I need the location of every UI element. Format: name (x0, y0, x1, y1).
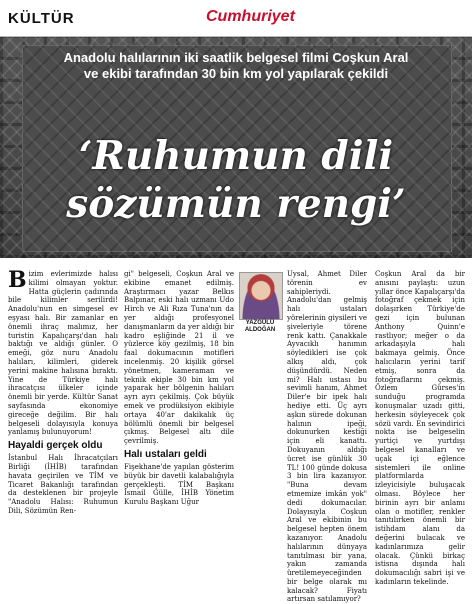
paragraph-text: izim evlerimizde halısı kilimi olmayan yoktur. Hatta güçlerin çadırında bile kilimler serilirdi! Anadolu'nun en simgesel ev eşyası halı. Bir zamanlar en önemli ihraç malımız, her turistin Kapalıçarşı'dan halı baktığı ve aldığı günler. O emeği, göz nuru Anadolu halıları, kilimleri, giderek yerini makine halısına bıraktı. Yine de Türkiye halı ihracatçısı ülkeler içinde önemli bir yerde. Kültür Sanat sayfasında ekonomiye gireceğe değilim. Bir halı belgeseli dolayısıyla konuya yanlamış bulunuyorum! (8, 270, 118, 437)
paragraph: Fişekhane'de yapılan gösterim büyük bir davetli kalabalığıyla gerçekleşti. TİM Başkanı İsmail Gülle, İHİB Yönetim Kurulu Başkanı Uğur (124, 462, 234, 507)
paragraph (8, 267, 118, 437)
headline-line-1: ‘Ruhumun dili (78, 133, 394, 179)
author-photo (239, 272, 283, 320)
article-column-3 (287, 270, 367, 604)
author-first-name: YAZGÜLÜ (245, 320, 275, 326)
paragraph: gi" belgeseli, Coşkun Aral ve ekibine emanet edilmiş. Araştırmacı yazar Belkıs Balpınar, eski halı uzmanı Udo Hirch ve Ali Rıza Tuna'nın da yer aldığı profesyonel danışmanların da yer aldığı bir kadro eşliğinde 21 il ve yüzlerce köy gezilmiş, 18 bin faal dokumacının motifleri incelenmiş. 20 kişilik görsel yönetmen, kameraman ve teknik ekiple 30 bin km yol yaparak her bölgenin halıları ayrı ayrı çekilmiş. Çok büyük emek ve prodüksiyon ekibiyle ortaya 40'ar dakikalık üç bölümlü önemli bir belgesel çıkmış. Belgesel altı dile çevrilmiş. (124, 270, 234, 446)
drop-cap: B (8, 267, 27, 293)
article-column-4 (375, 270, 465, 586)
subhead-line-2: ve ekibi tarafından 30 bin km yol yapılarak çekildi (83, 66, 389, 81)
subheading: Halı ustaları geldi (124, 448, 207, 460)
paragraph: Coşkun Aral da bir anısını paylaştı: uzun yıllar önce Kapalıçarşı'da fotoğraf çekmek için dolaşırken Türkiye'de gezi için bulunan Anthony Quinn'e rastlıyor; meğer o da arkadaşıyla halı bakmaya gelmiş. Önce halıcıların yerini tarif etmiş, sonra da fotoğraflarını çekmiş. Özlem Gürses'in sunduğu programda konuşmalar uzadı gitti, herkesin söyleyecek çok sözü vardı. En sevindirici nokta ise belgeselin yurtiçi ve yurtdışı belgesel kanalları ve uçak içi eğlence sistemleri ile online platformlarda izleyicisiyle buluşacak olması. Böylece her birinin ayrı bir anlamı olan o motifler, renkler tanıtılırken önemli bir istihdam alanı da değerini bulacak ve kadınlarımıza gelir olacak. Çünkü birkaç istisna dışında halı dokumacılığı sabri işi ve kadınların tekelinde. (375, 270, 465, 586)
page-header (0, 0, 472, 37)
paragraph: Uysal, Ahmet Diler törenin ev sahipleriydi. Anadolu'dan gelmiş halı ustaları yörelerinin giysileri ve şiveleriyle törene renk kattı. Çanakkale Ayvacıklı hanımın söyledikleri ise çok alkış aldı, çok düşündürdü. Neden mi? Halı ustası bu sevimli hanım, Ahmet Diler'e bir ipek halı hediye etti. Üç ayrı aşkın sürede dokunan halının ipeği, dokunurken kestiği için eli kanattı. Dokuyanın aldığı ücret ise günlük 30 TL! 100 günde dokusa 3 bin lira kazanıyor. "Buna devam etmemize imkân yok" dedi dokumacılar. Dolayısıyla Coşkun Aral ve ekibinin bu belgesel hepten önem kazanıyor. Anadolu halılarının dünyaya tanıtılması bir yana, yakın zamanda üretilemeyeceğinden bir belge olarak mı kalacak? Fiyatı artırsan satılamıyor? (287, 270, 367, 604)
author-last-name: ALDOĞAN (244, 327, 276, 333)
subheading: Hayaldi gerçek oldu (8, 440, 103, 452)
article-column-2 (124, 270, 234, 507)
article-subhead (0, 50, 472, 82)
newspaper-logo (206, 8, 295, 26)
carpet-photo-banner (0, 37, 472, 258)
logo-text: Cumhuriyet (206, 8, 295, 25)
paragraph: İstanbul Halı İhracatçıları Birliği (İHİB) tarafından havata geçirilen ve TİM ve Ticaret Bakanlığı tarafından da desteklenen bir projeyle "Anadolu Halısı: Ruhumun Dili, Sözümün Ren- (8, 454, 118, 515)
section-label: KÜLTÜR (8, 10, 75, 27)
subhead-line-1: Anadolu halılarının iki saatlik belgesel filmi Coşkun Aral (63, 50, 409, 65)
article-column-1 (8, 267, 118, 515)
author-byline (236, 320, 284, 334)
headline-line-2: sözümün rengi’ (66, 181, 406, 227)
